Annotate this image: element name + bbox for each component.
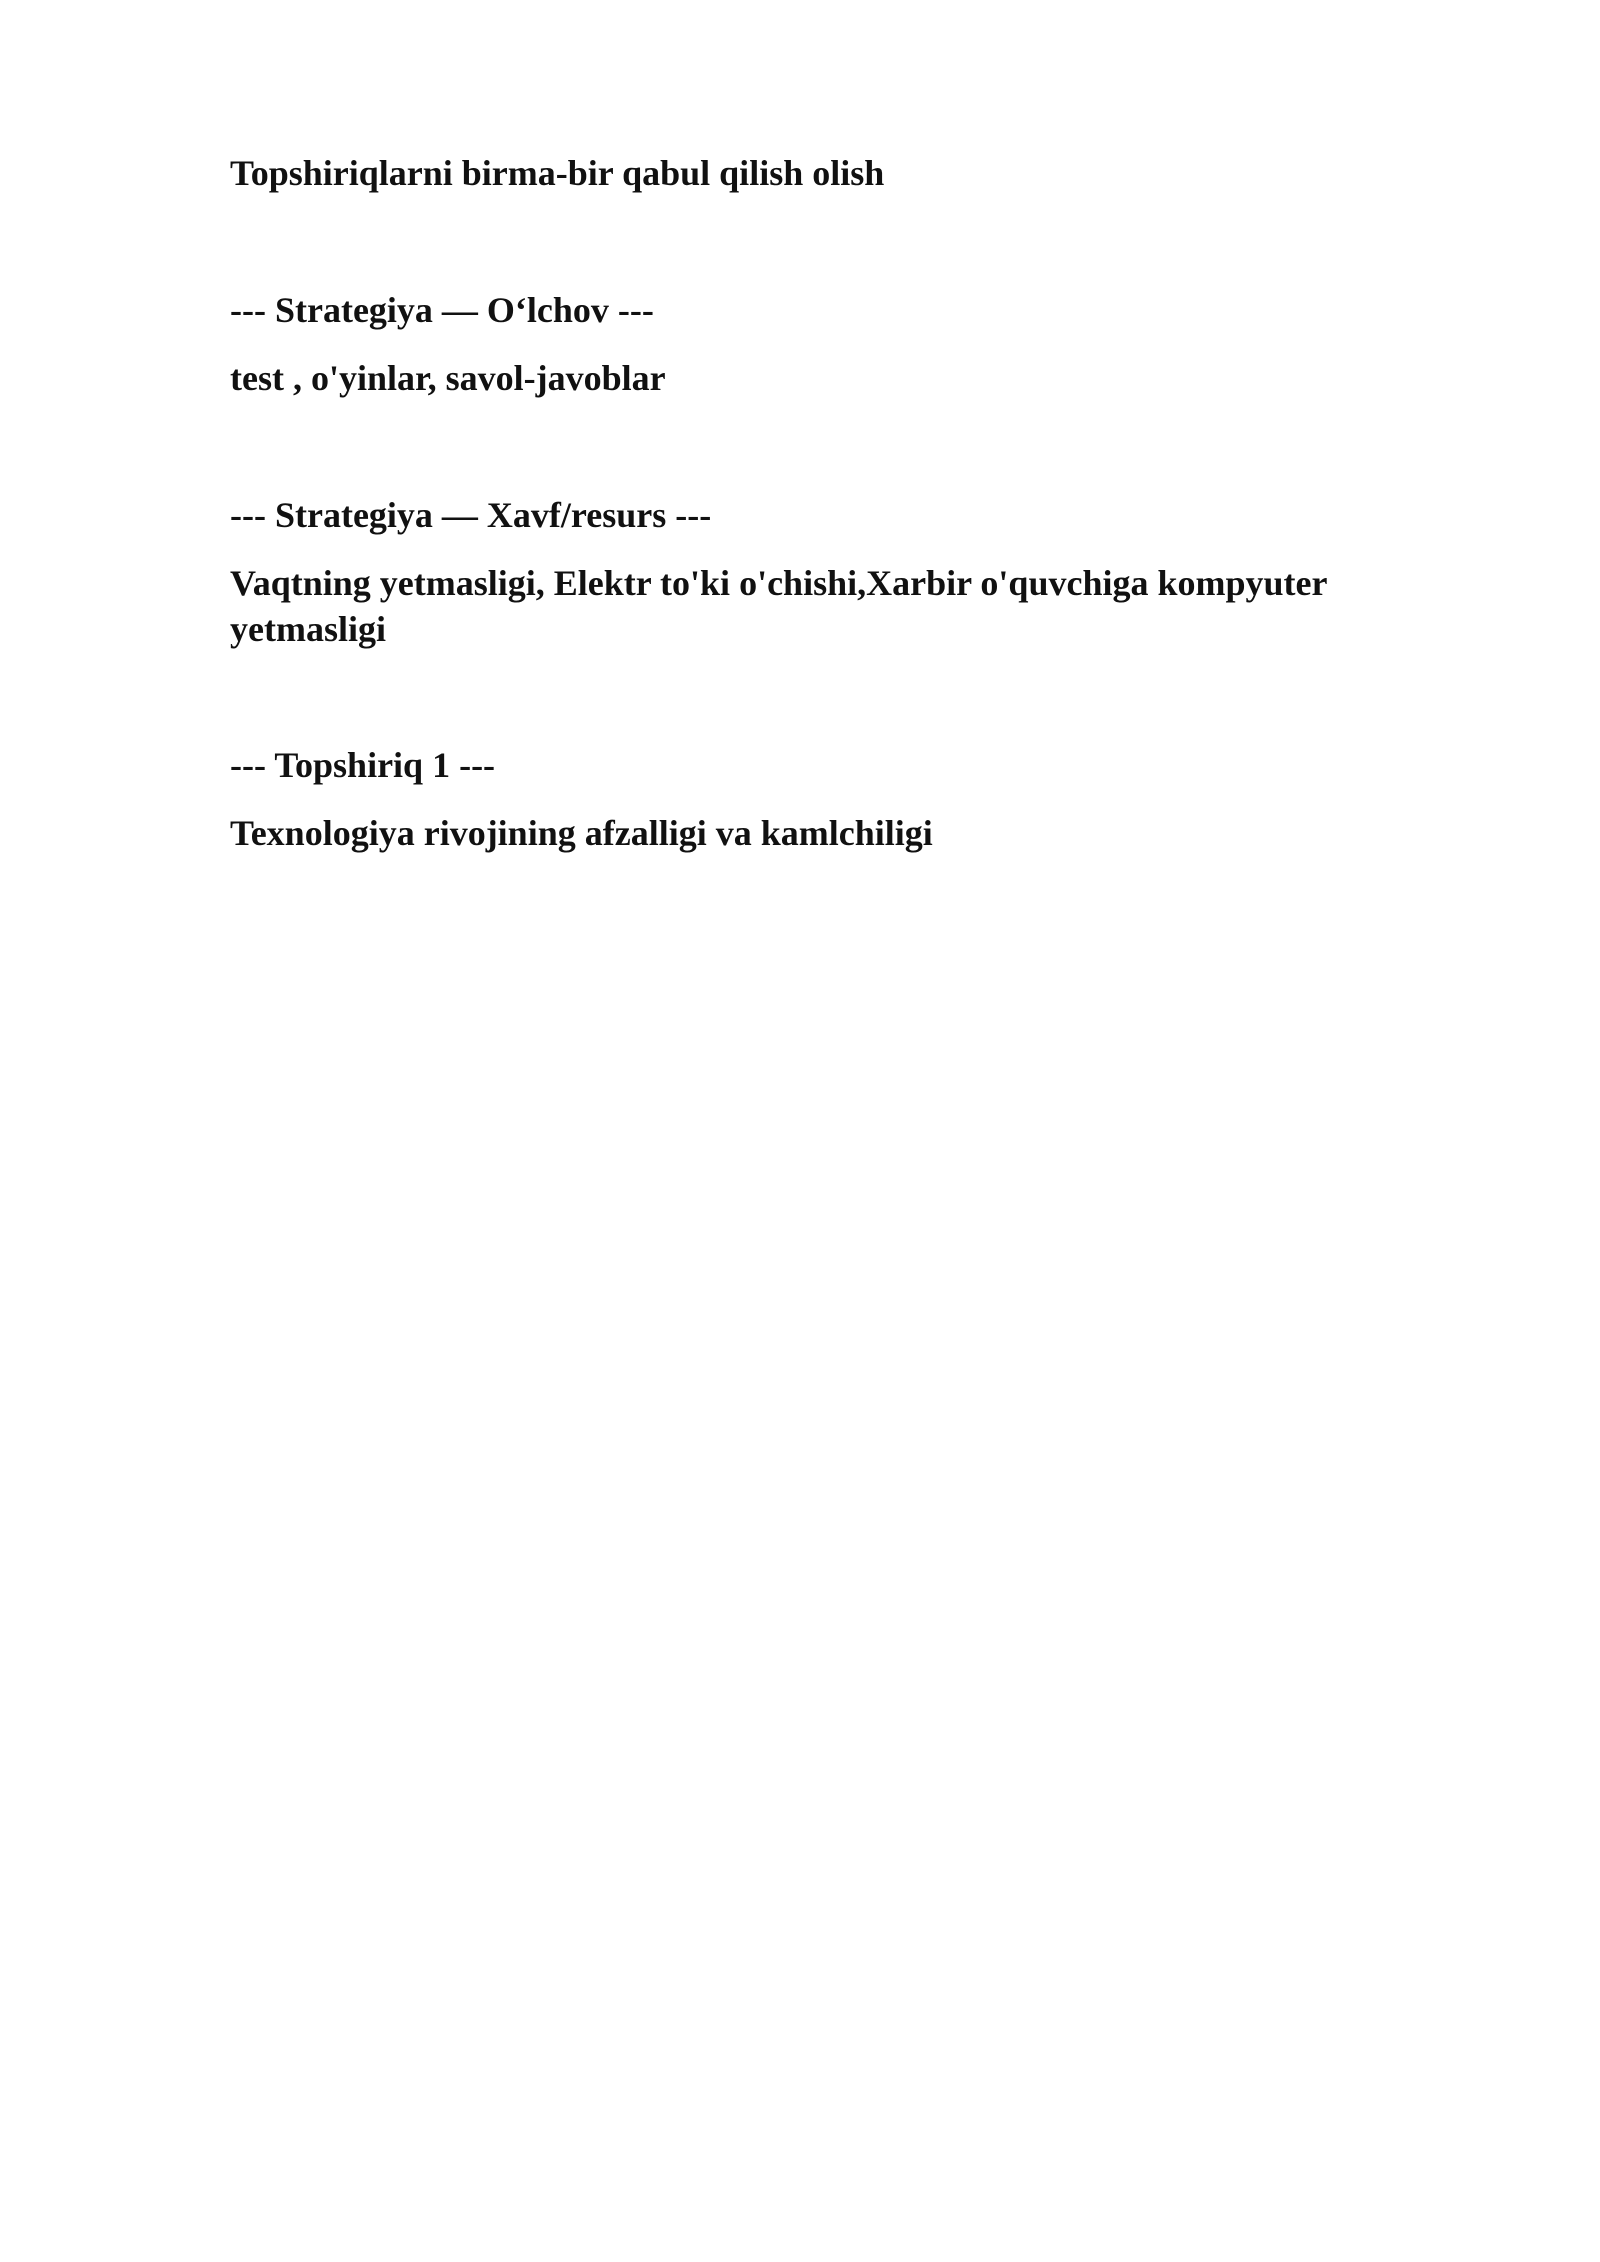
section-text-risk-resource: Vaqtning yetmasligi, Elektr to'ki o'chishi,Xarbir o'quvchiga kompyuter yetmasligi xyxy=(230,563,1327,649)
section-text-measurement: test , o'yinlar, savol-javoblar xyxy=(230,358,666,398)
section-heading-risk-resource: --- Strategiya — Xavf/resurs --- xyxy=(230,495,712,535)
section-heading-measurement: --- Strategiya — O‘lchov --- xyxy=(230,290,654,330)
document-content xyxy=(230,150,1410,856)
section-heading-task-1: --- Topshiriq 1 --- xyxy=(230,745,496,785)
document-title: Topshiriqlarni birma-bir qabul qilish olish xyxy=(230,153,885,193)
section-text-task-1: Texnologiya rivojining afzalligi va kamlchiligi xyxy=(230,813,933,853)
